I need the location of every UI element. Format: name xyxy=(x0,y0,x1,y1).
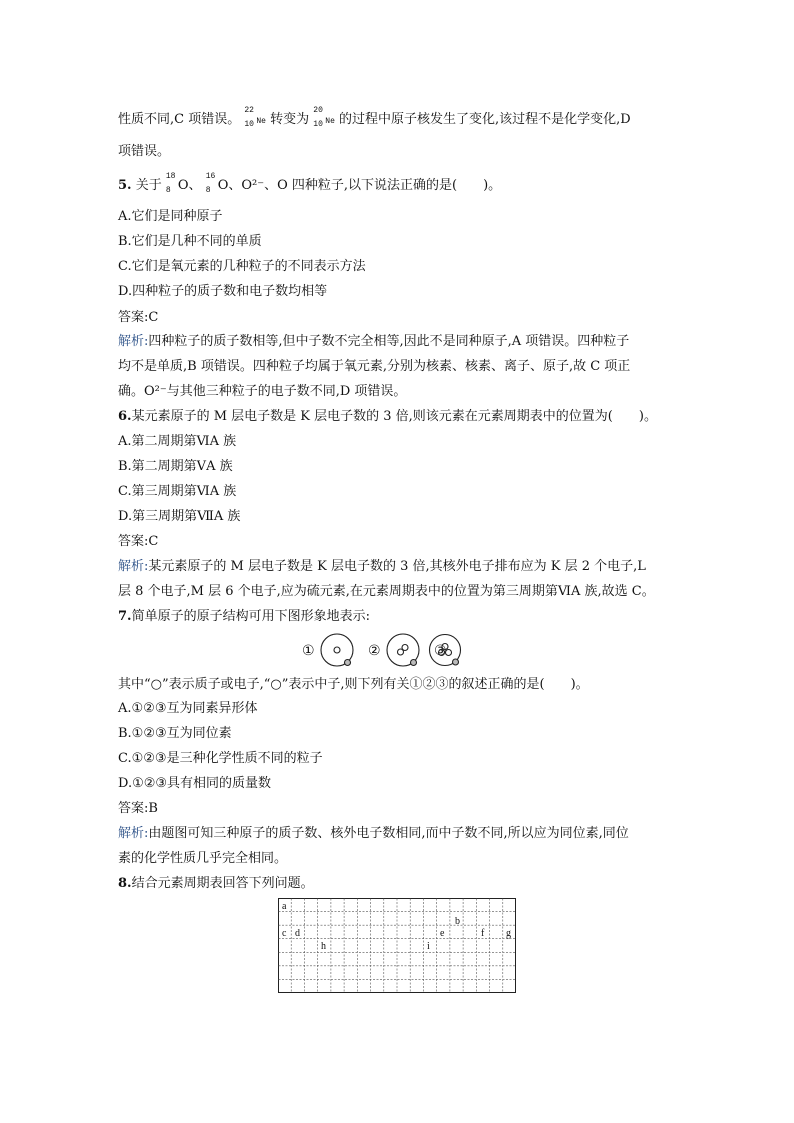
analysis-label: 解析: xyxy=(118,559,149,574)
analysis-label: 解析: xyxy=(118,334,149,349)
element-label-c: c xyxy=(282,928,287,939)
question-7-note: 其中“○”表示质子或电子,“○”表示中子,则下列有关①②③的叙述正确的是( )。 xyxy=(118,677,589,692)
mass-number: 16 xyxy=(205,172,216,181)
periodic-table-outline xyxy=(278,898,516,993)
analysis-label: 解析: xyxy=(118,826,149,841)
question-5-analysis-3: 确。O²⁻与其他三种粒子的电子数不同,D 项错误。 xyxy=(118,384,407,399)
isotope-o18 xyxy=(165,172,178,195)
question-5-option-b: B.它们是几种不同的单质 xyxy=(118,234,262,249)
continuation-line-1 xyxy=(118,106,631,130)
continuation-text: 性质不同,C 项错误。 xyxy=(118,112,241,127)
question-5-answer: 答案:C xyxy=(118,310,159,325)
figure-label-1: ① xyxy=(302,643,315,659)
atomic-number: 8 xyxy=(205,186,211,195)
question-7-answer: 答案:B xyxy=(118,801,158,816)
question-6-option-d: D.第三周期第ⅦA 族 xyxy=(118,509,241,524)
question-text: 某元素原子的 M 层电子数是 K 层电子数的 3 倍,则该元素在元素周期表中的位置为( )。 xyxy=(131,409,657,424)
question-7-stem xyxy=(118,609,370,625)
analysis-text: 某元素原子的 M 层电子数是 K 层电子数的 3 倍,其核外电子排布应为 K 层 2 个电子,L xyxy=(148,559,646,574)
question-8-stem xyxy=(118,876,314,892)
mass-number: 22 xyxy=(244,106,254,115)
atomic-number: 10 xyxy=(313,120,323,129)
question-5-analysis-2: 均不是单质,B 项错误。四种粒子均属于氧元素,分别为核素、核素、离子、原子,故 C 项正 xyxy=(118,359,631,374)
question-5-analysis-1 xyxy=(118,334,629,350)
question-5-option-a: A.它们是同种原子 xyxy=(118,209,223,224)
element-label-i: i xyxy=(427,941,430,952)
question-7-option-c: C.①②③是三种化学性质不同的粒子 xyxy=(118,751,323,766)
question-number: 5. xyxy=(118,178,132,193)
element-symbol: Ne xyxy=(256,117,266,126)
electron xyxy=(411,660,417,666)
question-6-analysis-2: 层 8 个电子,M 层 6 个电子,应为硫元素,在元素周期表中的位置为第三周期第ⅥA 族,故选 C。 xyxy=(118,584,655,599)
atom-1 xyxy=(321,634,353,666)
question-text: 结合元素周期表回答下列问题。 xyxy=(131,876,314,891)
question-number: 6. xyxy=(118,409,132,424)
question-text: 关于 xyxy=(135,178,162,193)
question-7-option-d: D.①②③具有相同的质量数 xyxy=(118,776,272,791)
element-label-h: h xyxy=(321,941,326,952)
mass-number: 20 xyxy=(313,106,323,115)
question-6-option-b: B.第二周期第ⅤA 族 xyxy=(118,459,233,474)
continuation-line-2: 项错误。 xyxy=(118,144,171,159)
question-6-answer: 答案:C xyxy=(118,534,159,549)
neutron xyxy=(402,645,408,651)
continuation-text: 转变为 xyxy=(270,112,310,127)
question-7-analysis-2: 素的化学性质几乎完全相同。 xyxy=(118,851,288,866)
element-label-f: f xyxy=(481,928,485,939)
atomic-number: 10 xyxy=(244,120,254,129)
figure-label-3: ③ xyxy=(434,643,447,659)
analysis-text: 由题图可知三种原子的质子数、核外电子数相同,而中子数不同,所以应为同位素,同位 xyxy=(148,826,629,841)
electron xyxy=(345,660,351,666)
element-label-e: e xyxy=(440,928,445,939)
isotope-ne22 xyxy=(244,106,256,129)
grid-lines xyxy=(279,899,516,993)
question-number: 8. xyxy=(118,876,132,891)
question-text: O、O²⁻、O 四种粒子,以下说法正确的是( )。 xyxy=(217,178,502,193)
question-6-analysis-1 xyxy=(118,559,646,575)
question-text: 简单原子的原子结构可用下图形象地表示: xyxy=(131,609,370,624)
analysis-text: 四种粒子的质子数相等,但中子数不完全相等,因此不是同种原子,A 项错误。四种粒子 xyxy=(148,334,630,349)
question-6-option-c: C.第三周期第ⅥA 族 xyxy=(118,484,237,499)
question-7-analysis-1 xyxy=(118,826,629,842)
continuation-text: 的过程中原子核发生了变化,该过程不是化学变化,D xyxy=(339,112,631,127)
proton xyxy=(334,647,340,653)
atom-structure-figure xyxy=(302,632,464,668)
mass-number: 18 xyxy=(165,172,176,181)
question-5-stem xyxy=(118,172,502,195)
atom-2 xyxy=(387,634,419,666)
question-number: 7. xyxy=(118,609,132,624)
question-6-stem xyxy=(118,409,657,425)
figure-label-2: ② xyxy=(368,643,381,659)
atomic-number: 8 xyxy=(165,186,171,195)
electron xyxy=(453,659,459,665)
element-label-b: b xyxy=(455,916,460,927)
isotope-ne20 xyxy=(313,106,325,129)
question-5-option-d: D.四种粒子的质子数和电子数均相等 xyxy=(118,284,328,299)
question-6-option-a: A.第二周期第ⅥA 族 xyxy=(118,434,237,449)
element-label-g: g xyxy=(506,928,511,939)
question-7-option-a: A.①②③互为同素异形体 xyxy=(118,701,258,716)
question-text: O、 xyxy=(177,178,202,193)
question-5-option-c: C.它们是氧元素的几种粒子的不同表示方法 xyxy=(118,259,366,274)
question-7-option-b: B.①②③互为同位素 xyxy=(118,726,232,741)
element-label-d: d xyxy=(295,928,300,939)
isotope-o16 xyxy=(205,172,218,195)
element-label-a: a xyxy=(282,901,287,912)
element-symbol: Ne xyxy=(325,117,335,126)
